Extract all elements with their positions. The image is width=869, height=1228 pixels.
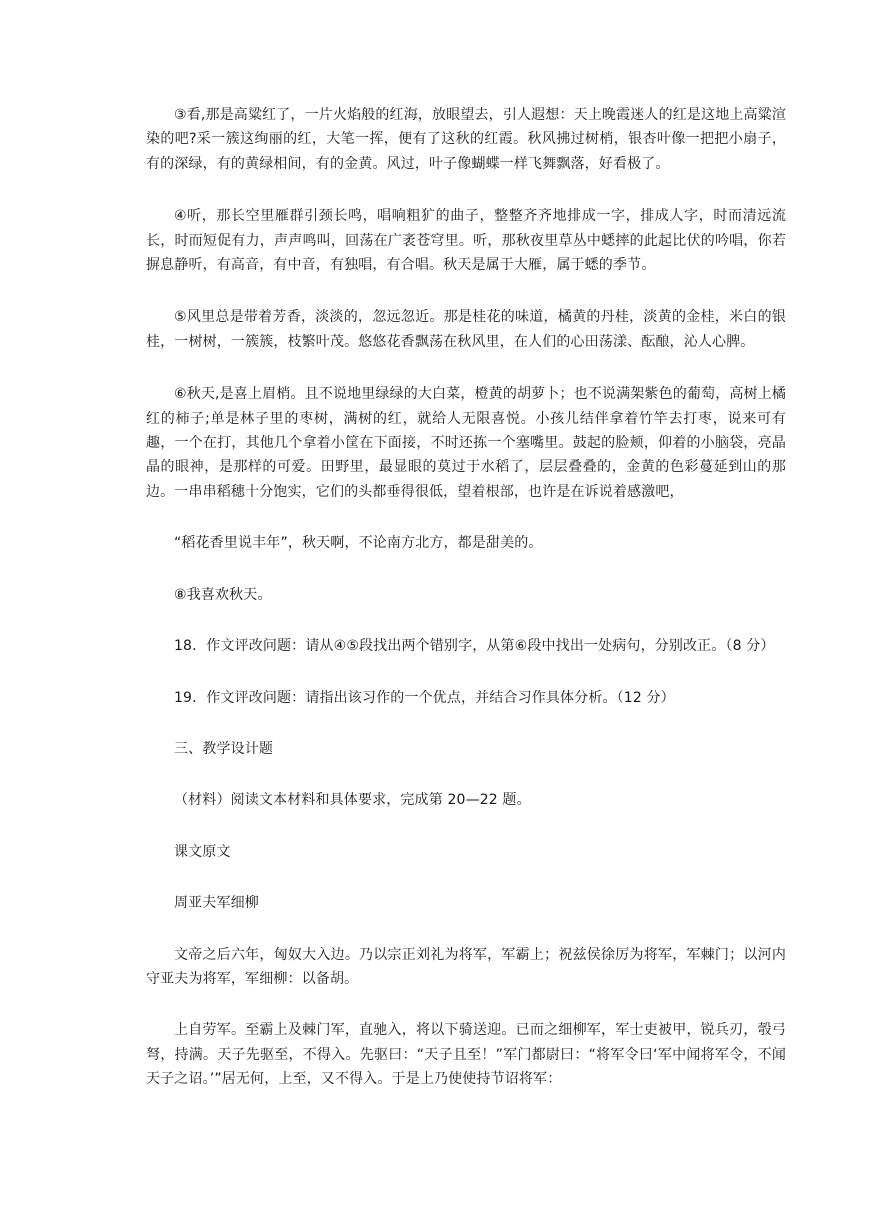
classical-paragraph-2: 上自劳军。至霸上及棘门军，直驰入，将以下骑送迎。已而之细柳军，军士吏被甲，锐兵刃，彀弓弩，持满。天子先驱至，不得入。先驱曰：“天子且至！”军门都尉曰：“将军令曰‘军中闻将军令，不闻天子之诏。’”居无何，上至，又不得入。于是上乃使使持节诏将军： [146, 1022, 786, 1088]
paragraph-7: “稻花香里说丰年”，秋天啊，不论南方北方，都是甜美的。 [174, 535, 543, 552]
paragraph-3: ③看,那是高粱红了，一片火焰般的红海，放眼望去，引人遐想：天上晚霞迷人的红是这地上高粱渲染的吧?采一簇这绚丽的红，大笔一挥，便有了这秋的红霞。秋风拂过树梢，银杏叶像一把把小扇子，有的深绿，有的黄绿相间，有的金黄。风过，叶子像蝴蝶一样飞舞飘落，好看极了。 [146, 107, 786, 172]
classical-paragraph-1: 文帝之后六年，匈奴大入边。乃以宗正刘礼为将军，军霸上；祝兹侯徐厉为将军，军棘门；以河内守亚夫为将军，军细柳：以备胡。 [146, 946, 786, 987]
question-18: 18．作文评改问题：请从④⑤段找出两个错别字，从第⑥段中找出一处病句，分别改正。（8 分） [174, 638, 775, 655]
question-19: 19．作文评改问题：请指出该习作的一个优点，并结合习作具体分析。（12 分） [174, 689, 675, 706]
original-text-label: 课文原文 [174, 843, 231, 860]
document-page [146, 103, 786, 1092]
paragraph-5: ⑤风里总是带着芳香，淡淡的，忽远忽近。那是桂花的味道，橘黄的丹桂，淡黄的金桂，米白的银桂，一树树，一簇簇，枝繁叶茂。悠悠花香飘荡在秋风里，在人们的心田荡漾、酝酿，沁人心脾。 [146, 309, 786, 350]
paragraph-8: ⑧我喜欢秋天。 [174, 586, 272, 603]
text-title: 周亚夫军细柳 [174, 895, 259, 912]
paragraph-6: ⑥秋天,是喜上眉梢。且不说地里绿绿的大白菜，橙黄的胡萝卜；也不说满架紫色的葡萄，高树上橘红的柿子;单是林子里的枣树，满树的红，就给人无限喜悦。小孩儿结伴拿着竹竿去打枣，说来可有趣，一个在打，其他几个拿着小筐在下面接，不时还拣一个塞嘴里。鼓起的脸颊，仰着的小脑袋，亮晶晶的眼神，是那样的可爱。田野里，最显眼的莫过于水稻了，层层叠叠的，金黄的色彩蔓延到山的那边。一串串稻穗十分饱实，它们的头都垂得很低，望着根部，也许是在诉说着感激吧， [146, 386, 786, 500]
section-heading: 三、教学设计题 [174, 740, 274, 757]
material-instruction: （材料）阅读文本材料和具体要求，完成第 20—22 题。 [174, 792, 531, 809]
paragraph-4: ④听，那长空里雁群引颈长鸣，唱响粗犷的曲子，整整齐齐地排成一字，排成人字，时而清远流长，时而短促有力，声声鸣叫，回荡在广袤苍穹里。听，那秋夜里草丛中蟋摔的此起比伏的吟唱，你若摒息静听，有高音，有中音，有独唱，有合唱。秋天是属于大雁，属于蟋的季节。 [146, 208, 786, 274]
